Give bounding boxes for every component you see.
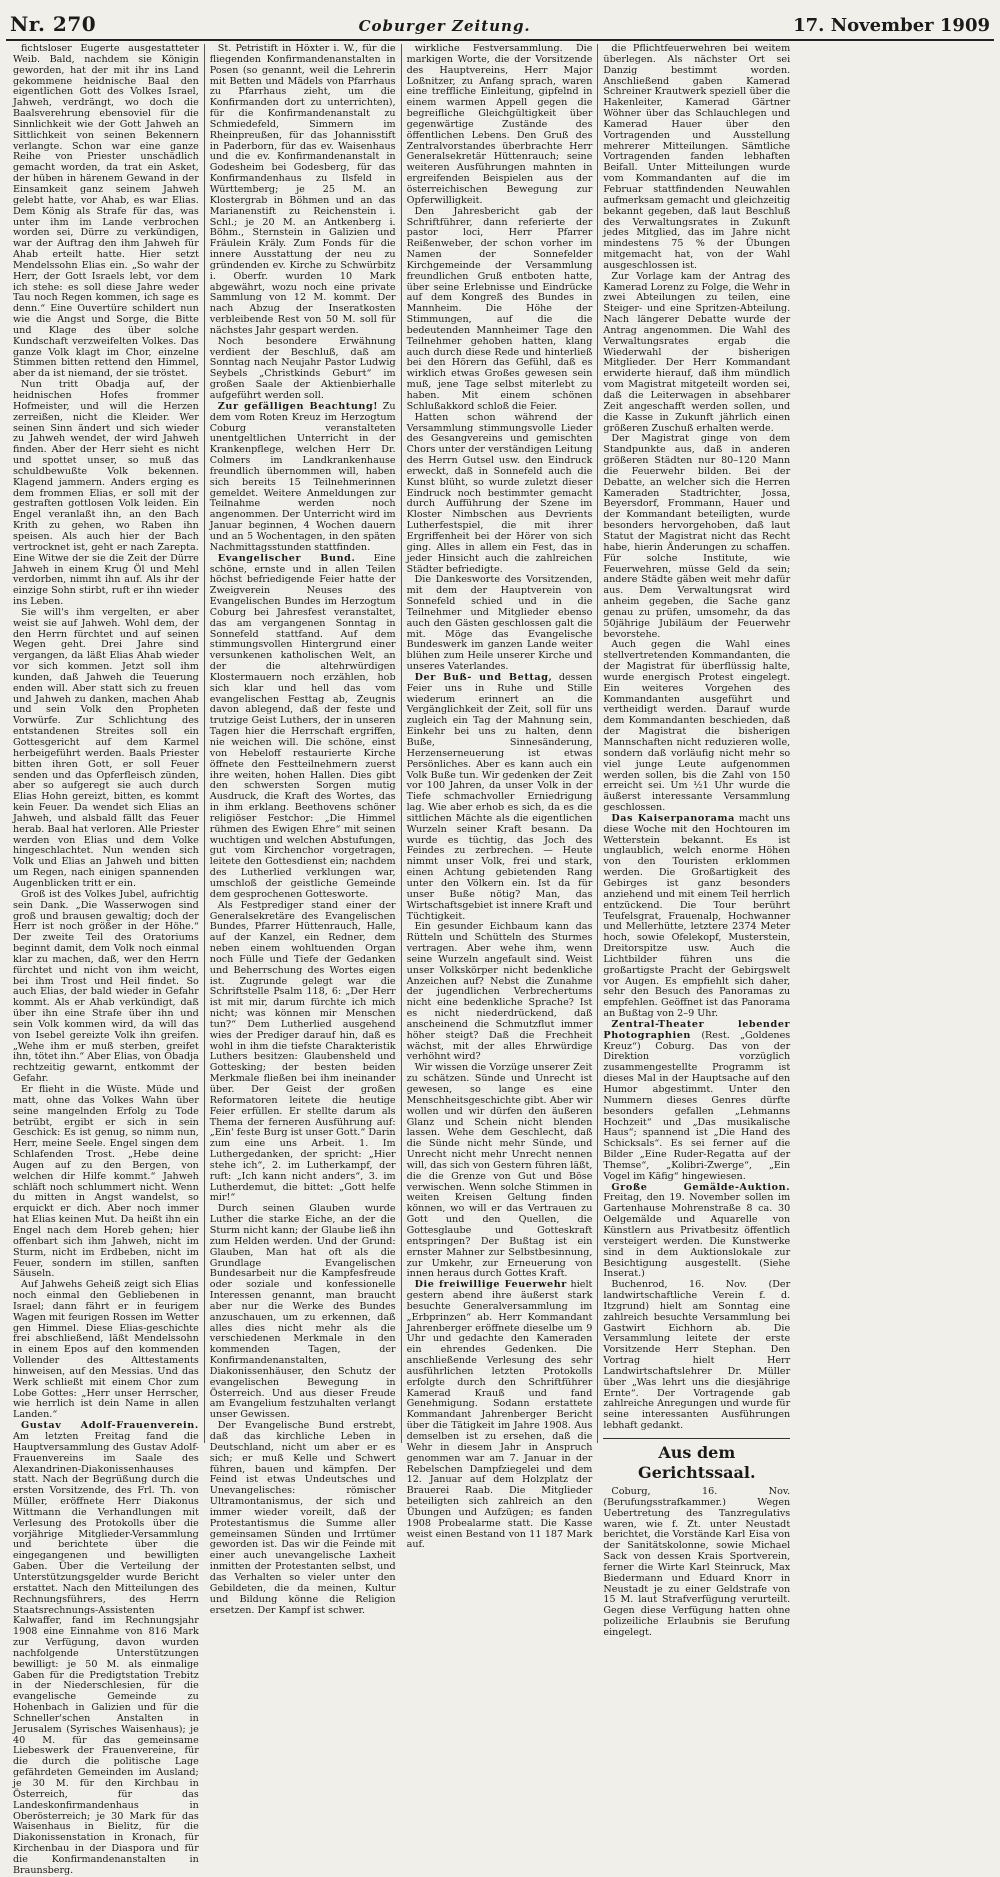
paragraph-text: hielt gestern abend ihre äußerst stark besuchte Generalversammlung im „Erbprinzen“ ab. Herr Kommandant Jahrenberger eröffnete dieselbe um 9 Uhr und gedachte den Kameraden ein ehrendes Gedenken. Die anschließende Verlesung des sehr ausführlichen letzten Protokolls erfolgte durch den Schriftführer Kamerad Krauß und fand Genehmigung. Sodann erstattete Kommandant Jahrenberger Bericht über die Tätigkeit im Jahre 1908. Aus demselben ist zu ersehen, daß die Wehr in diesem Jahr in Anspruch genommen war am 7. Januar in der Rebelschen Dampfziegelei und dem 12. Januar auf dem Holzplatz der Brauerei Raab. Die Mitglieder beteiligten sich zahlreich an den Übungen und Aufzügen; es fanden 1908 Probealarme statt. Die Kasse weist einen Bestand von 11 187 Mark auf.	[406, 1279, 593, 1551]
column-3	[402, 43, 599, 1551]
paragraph-text: Am letzten Freitag fand die Hauptversammlung des Gustav Adolf-Frauenvereins im Saale des Alexandrinen-Diakonissenhauses statt. Nach der Begrüßung durch die ersten Vorsitzende, des Frl. Th. von Müller, eröffnete Herr Diakonus Wittmann die Verhandlungen mit Verlesung des Protokolls über die vorjährige Mitglieder-Versammlung und berichtete über die eingegangenen und bewilligten Gaben. Über die Verteilung der Unterstützungsgelder wurde Bericht erstattet. Nach den Mitteilungen des Rechnungsführers, des Herrn Staatsrechnungs-Assistenten Kalwaffer, fand im Rechnungsjahr 1908 eine Einnahme von 816 Mark zur Verfügung, davon wurden nachfolgende Unterstützungen bewilligt: je 50 M. als einmalige Gaben für die Predigtstation Trebitz in der Niederschlesien, für die evangelische Gemeinde zu Hohenbach in Galizien und für die Schneller'schen Anstalten in Jerusalem (Syrisches Waisenhaus); je 40 M. für das gemeinsame Liebeswerk der Frauenvereine, für die durch die politische Lage gefährdeten Gemeinden im Ausland; je 30 M. für den Kirchbau in Österreich, für das Landeskonfirmandenhaus in Oberösterreich; je 30 Mark für das Waisenhaus in Bielitz, für die Diakonissenstation in Kronach, für Kirchenbau in der Diaspora und für die Konfirmandenanstalten in Braunsberg.	[13, 1431, 199, 1876]
paragraph-text: macht uns diese Woche mit den Hochtouren im Wetterstein bekannt. Es ist unglaublich, welch enorme Höhen von den Touristen erklommen werden. Die Großartigkeit des Gebirges ist ganz besonders anziehend und mit einem Teil herrlich entzückend. Die Tour berührt Teufelsgrat, Frauenalp, Hochwanner und Mellerhütte, letztere 2374 Meter hoch, sowie Ofelekopf, Musterstein, Dreitorspitze usw. Auch die Lichtbilder führen uns die großartigste Pracht der Gebirgswelt vor Augen. Es empfiehlt sich daher, sehr den Besuch des Panoramas zu empfehlen. Geöffnet ist das Panorama an Bußtag von 2–9 Uhr.	[603, 812, 791, 1020]
paragraph: wirkliche Festversammlung. Die markigen Worte, die der Vorsitzende des Hauptvereins, Herr Major Loßnitzer, zu Anfang sprach, waren eine treffliche Einleitung, gipfelnd in einem warmen Appell gegen die begreifliche Gleichgültigkeit über gegenwärtige Zustände des öffentlichen Lebens. Den Gruß des Zentralvorstandes überbrachte Herr Generalsekretär Hüttenrauch; seine weiteren Ausführungen mahnten in ergreifenden Beispielen aus der österreichischen Bewegung zur Opferwilligkeit.	[406, 43, 593, 206]
section-heading: Zentral-Theater lebender Photographien	[603, 1018, 791, 1041]
paragraph: St. Petristift in Höxter i. W., für die fliegenden Konfirmandenanstalten in Posen (so genannt, weil die Lehrerin mit Betten und Mädels von Pfarrhaus zu Pfarrhaus zieht, um die Konfirmanden dort zu unterrichten), für die Konfirmandenanstalt zu Schmiedefeld, Simmern im Rheinpreußen, für das Johannisstift in Paderborn, für das ev. Waisenhaus und die ev. Konfirmandenanstalt in Godesheim bei Godesberg, für das Konfirmandenhaus zu Ilsfeld in Württemberg; je 25 M. an Klostergrab in Böhmen und an das Marianenstift zu Reichenstein i. Schl.; je 20 M. an Antkenberg i. Böhm., Sternstein in Galizien und Fräulein Kräly. Zum Fonds für die innere Ausstattung der neu zu gründenden ev. Kirche zu Schwürbitz i. Oberfr. wurden 10 Mark abgewährt, wozu noch eine private Sammlung von 12 M. kommt. Der nach Abzug der Inseratkosten verbleibende Rest von 50 M. soll für nächstes Jahr gespart werden.	[209, 43, 396, 336]
paragraph: Er flieht in die Wüste. Müde und matt, ohne das Volkes Wahn über seine mangelnden Erfolg zu Tode betrübt, ergibt er sich in sein Geschick: Es ist genug, so nimm nun, Herr, meine Seele. Engel singen dem Schlafenden Trost. „Hebe deine Augen auf zu den Bergen, von welchen dir Hilfe kommt.“ Jahweh schläft noch schlummert nicht. Wenn du mitten in Angst wandelst, so erquickt er dich. Aber noch immer hat Elias keinen Mut. Da heißt ihn ein Engel nach dem Horeb gehen; hier offenbart sich ihm Jahweh, nicht im Sturm, nicht im Erdbeben, nicht im Feuer, sondern im stillen, sanften Säuseln.	[13, 1084, 199, 1280]
column-1	[8, 43, 205, 1876]
paragraph: Auf Jahwehs Geheiß zeigt sich Elias noch einmal den Gebliebenen in Israel; dann fährt er in feurigem Wagen mit feurigen Rossen im Wetter gen Himmel. Diese Elias-geschichte frei abschließend, läßt Mendelssohn in einem Epos auf den kommenden Vollender des Alttestaments hinweisen, auf den Messias. Und das Werk schließt mit einem Chor zum Lobe Gottes: „Herr unser Herrscher, wie herrlich ist dein Name in allen Landen.“	[13, 1279, 199, 1421]
paragraph-text: Eine schöne, ernste und in allen Teilen höchst befriedigende Feier hatte der Zweigverein Neuses des Evangelischen Bundes im Herzogtum Coburg bei Jahresfest veranstaltet, das am vergangenen Sonntag in Sonnefeld stattfand. Auf dem stimmungsvollen Hintergrund einer versunkenen katholischen Welt, an der die altehrwürdigen Klostermauern noch erzählen, hob sich klar und hell das vom evangelischen Festtag ab, Zeugnis davon ablegend, daß der feste und trutzige Geist Luthers, der in unseren Tagen hier die Herrschaft ergriffen, nie weichen will. Die schöne, einst von Hebeloff restaurierte Kirche öffnete den Festteilnehmern zuerst ihre weiten, hohen Hallen. Dies gibt den schwersten Sorgen mutig Ausdruck, die Kraft des Wortes, das in ihm erklang. Beethovens schöner religiöser Festchor: „Die Himmel rühmen des Ewigen Ehre“ mit seinen wuchtigen und welchen Abstufungen, gut vom Kirchenchor vorgetragen, leitete den Gottesdienst ein; nachdem des Lutherlied verklungen war, umschloß der geistliche Gemeinde dem gesprochenen Gottesworte.	[209, 552, 396, 900]
paragraph: die Pflichtfeuerwehren bei weitem überlegen. Als nächster Ort sei Danzig bestimmt worden. Anschließend gaben Kamerad Schreiner Krautwerk speziell über die Hakenleiter, Kamerad Gärtner Wöhner über das Schlauchlegen und Kamerad Hauer über den Vortragenden und Ausstellung mehrerer Mitteilungen. Sämtliche Vortragenden fanden lebhaften Beifall. Unter Mitteilungen wurde vom Kommandanten auf die im Februar stattfindenden Neuwahlen aufmerksam gemacht und gleichzeitig bekannt gegeben, daß laut Beschluß des Verwaltungsrates in Zukunft jedes Mitglied, das im Jahre nicht mindestens 75 % der Übungen mitgemacht hat, von der Wahl ausgeschlossen ist.	[603, 43, 791, 271]
section-paragraph	[603, 814, 790, 1020]
paragraph: Der Magistrat ginge von dem Standpunkte aus, daß in anderen größeren Städten nur 80–120 Mann die Feuerwehr bilden. Bei der Debatte, an welcher sich die Herren Kameraden Stadtrichter, Jossa, Beyersdorf, Frommann, Hauer und der Kommandant beteiligten, wurde besonders hervorgehoben, daß laut Statut der Magistrat nicht das Recht habe, hierin Änderungen zu schaffen. Für solche Institute, wie Feuerwehren, müsse Geld da sein; andere Städte gäben weit mehr dafür aus. Dem Verwaltungsrat wird anheim gegeben, die Sache ganz genau zu prüfen, umsomehr, da das 50jährige Jubiläum der Feuerwehr bevorstehe.	[603, 433, 791, 640]
paragraph: Nun tritt Obadja auf, der heidnischen Hofes frommer Hofmeister, und will die Herzen zerreißen, nicht die Kleider. Wer seinen Sinn ändert und sich wieder zu Jahweh wendet, der wird Jahweh finden. Aber der Herr sieht es nicht und spottet unser, so muß das schuldbewußte Volk bekennen. Klagend jammern. Anders erging es dem frommen Elias, er soll mit der gestraften gottlosen Volk leiden. Ein Engel veranlaßt ihn, an den Bach Krith zu gehen, wo Raben ihn speisen. Als auch hier der Bach vertrocknet ist, geht er nach Zarepta. Eine Witwe der sie die Zeit der Dürre Jahweh in einem Krug Öl und Mehl verdorben, nimmt ihn auf. Als ihr der einzige Sohn stirbt, ruft er ihn wieder ins Leben.	[13, 379, 199, 608]
section-paragraph	[407, 1280, 593, 1551]
article-columns	[8, 43, 992, 1876]
column-4	[598, 43, 795, 1638]
section-paragraph	[603, 1020, 790, 1183]
paragraph: Hatten schon während der Versammlung stimmungsvolle Lieder des Gesangvereins und gemischten Chors unter der verständigen Leitung des Herrn Gutsel usw. den Eindruck erweckt, daß in Sonnefeld auch die Kunst blüht, so wurde zuletzt dieser Eindruck noch bestimmter gemacht durch Aufführung der Szene im Kloster Nimbschen aus Devrients Lutherfestspiel, die mit ihrer Ergriffenheit bei der Hörer von sich ging. Alles in allem ein Fest, das in jeder Hinsicht auch die zahlreichen Städter befriedigte.	[406, 411, 593, 575]
newspaper-title: Coburger Zeitung.	[358, 17, 531, 35]
paragraph-text: Freitag, den 19. November sollen im Gartenhause Mohrenstraße 8 ca. 30 Oelgemälde und Aquarelle von Künstlern aus Privatbesitz öffentlich versteigert werden. Die Kunstwerke sind in dem Auktionslokale zur Besichtigung ausgestellt. (Siehe Inserat.)	[603, 1192, 791, 1280]
paragraph: Als Festprediger stand einer der Generalsekretäre des Evangelischen Bundes, Pfarrer Hüttenrauch, Halle, auf der Kanzel, ein Redner, dem neben einem wohltuenden Organ noch Fülle und Tiefe der Gedanken und Beherrschung des Wortes eigen ist. Zugrunde gelegt war die Schriftstelle Psalm 118, 6: „Der Herr ist mit mir, darum fürchte ich mich nicht; was können mir Menschen tun?“ Dem Lutherlied ausgehend wies der Prediger darauf hin, daß es wohl in ihm die tiefste Charakteristik Luthers besitzen: Glaubensheld und Gottesking; der besten beiden Merkmale fließen bei ihm ineinander über. Der Geist der großen Reformatoren leitete die heutige Feier erfüllen. Er stellte darum als Thema der ferneren Ausführung auf: „Ein' feste Burg ist unser Gott.“ Darin zum eine uns Arbeit. 1. Im Luthergedanken, der spricht: „Hier stehe ich“, 2. im Lutherkampf, der ruft: „Ich kann nicht anders“, 3. im Lutherdemut, die bittet: „Gott helfe mir!“	[209, 899, 396, 1204]
paragraph-text: Zu dem vom Roten Kreuz im Herzogtum Coburg veranstalteten unentgeltlichen Unterricht in der Krankenpflege, welchen Herr Dr. Colmers im Landkrankenhause freundlich übernommen will, haben sich bereits 15 Teilnehmerinnen gemeldet. Weitere Anmeldungen zur Teilnahme werden noch angenommen. Der Unterricht wird im Januar beginnen, 4 Wochen dauern und an 5 Wochentagen, in den späten Nachmittagsstunden stattfinden.	[209, 400, 396, 553]
paragraph: Coburg, 16. Nov. (Berufungsstrafkammer.) Wegen Uebertretung des Tanzregulativs waren, wie f. Zt. unter Neustadt berichtet, die Vorstände Karl Eisa von der Sanitätskolonne, sowie Michael Sack von dessen Krais Sportverein, ferner die Wirte Karl Steinruck, Max Biedermann und Eduard Knorr in Neustadt je zu einer Geldstrafe von 15 M. laut Strafverfügung verurteilt. Gegen diese Verfügung hatten ohne polizeiliche Erlaubnis sie Berufung eingelegt.	[603, 1486, 791, 1638]
paragraph: Die Dankesworte des Vorsitzenden, mit dem der Hauptverein von Sonnefeld schied und in die Teilnehmer und Mitglieder ebenso auch den Gästen geschlossen galt die mit. Möge das Evangelische Bundeswerk im ganzen Lande weiter blühen zum Heile unserer Kirche und unseres Vaterlandes.	[406, 574, 593, 673]
section-heading: Gustav Adolf-Frauenverein.	[21, 1420, 199, 1432]
paragraph: Groß ist des Volkes Jubel, aufrichtig sein Dank. „Die Wasserwogen sind groß und brausen gewaltig; doch der Herr ist noch größer in der Höhe.“ Der zweite Teil des Oratoriums beginnt damit, dem Volk noch einmal klar zu machen, daß, wer den Herrn fürchtet und nicht von ihm weicht, bei ihm Trost und Heil findet. So auch Elias, der bald wieder in Gefahr kommt. Als er Ahab verkündigt, daß über ihn eine Strafe über ihn und sein Volk kommen wird, da will das von Isebel gereizte Volk ihn greifen. „Wehe ihm er muß sterben, greifet ihn, tötet ihn.“ Aber Elias, von Obadja rechtzeitig gewarnt, entkommt der Gefahr.	[13, 888, 199, 1085]
paragraph-text: (Rest. „Goldenes Kreuz“) Coburg. Das von der Direktion vorzüglich zusammengestellte Programm ist dieses Mal in der Hauptsache auf den Humor abgestimmt. Unter den Nummern dieses Genres dürfte besonders gefallen „Lehmanns Hochzeit“ und „Das musikalische Haus“; spannend ist „Die Hand des Schicksals“. Es sei ferner auf die Bilder „Eine Ruder-Regatta auf der Themse“, „Kolibri-Zwerge“, „Ein Vogel im Käfig“ hingewiesen.	[603, 1029, 791, 1182]
paragraph: fichtsloser Eugerte ausgestatteter Weib. Bald, nachdem sie Königin geworden, hat der mit ihr ins Land gekommene heidnische Baal den eigentlichen Gott des Volkes Israel, Jahweh, verdrängt, wo doch die Baalsverehrung ebensoviel für die Sinnlichkeit wie der Gott Jahweh an Sittlichkeit von seinen Bekennern verlangte. Schon war eine ganze Reihe von Priester unschädlich gemacht worden, da trat ein Asket, der hüben in härenem Gewand in der Einsamkeit ganz seinem Jahweh gelebt hatte, vor Ahab, es war Elias. Dem König als Strafe für das, was unter ihm im Lande verbrochen worden sei, Dürre zu verkündigen, war der Auftrag den ihm Jahweh für Ahab erteilt hatte. Hier setzt Mendelssohn Elias ein. „So wahr der Herr, der Gott Israels lebt, vor dem ich stehe: es soll diese Jahre weder Tau noch Regen kommen, ich sage es denn.“ Eine Ouvertüre schildert nun wie die Angst und Sorge, die Bitte und Klage des über solche Kundschaft verzweifelten Volkes. Das ganze Volk klagt im Chor, einzelne Stimmen bitten rettend den Himmel, aber da ist niemand, der sie tröstet.	[13, 43, 199, 380]
section-paragraph	[210, 554, 396, 901]
paragraph: Auch gegen die Wahl eines stellvertretenden Kommandanten, die der Magistrat für überflüssig halte, wurde energisch Protest eingelegt. Ein weiteres Vorgehen des Kommandanten ausgeführt und vertheidigt werden. Darauf wurde dem Kommandanten beschieden, daß der Magistrat die bisherigen Mannschaften nicht reduzieren wolle, sondern daß vorläufig nicht mehr so viel junge Leute aufgenommen werden sollen, bis die Zahl von 150 erreicht sei. Um ½1 Uhr wurde die äußerst interessante Versammlung geschlossen.	[603, 639, 791, 814]
page-header	[10, 12, 990, 36]
paragraph-text: dessen Feier uns in Ruhe und Stille wiederum erinnert an die Vergänglichkeit der Zeit, soll für uns zugleich ein Tag der Mahnung sein, Einkehr bei uns zu halten, denn Buße, Sinnesänderung, Herzenserneuerung ist etwas Persönliches. Aber es kann auch ein Volk Buße tun. Wir gedenken der Zeit vor 100 Jahren, da unser Volk in der Tiefe schmachvoller Erniedrigung lag. Wie aber erhob es sich, da es die sittlichen Mächte als die eigentlichen Wurzeln seiner Kraft besann. Da wurde es tüchtig, das Joch des Feindes zu zerbrechen. — Heute nimmt unser Volk, frei und stark, einen Achtung gebietenden Rang unter den Völkern ein. Ist da für unser Buße nötig? Man, das Wirtschaftsgebiet ist innere Kraft und Tüchtigkeit.	[406, 671, 593, 922]
page-number: Nr. 270	[10, 12, 97, 36]
column-2	[205, 43, 402, 1616]
section-heading: Zur gefälligen Beachtung!	[217, 400, 379, 412]
paragraph: Buchenrod, 16. Nov. (Der landwirtschaftliche Verein f. d. Itzgrund) hielt am Sonntag eine zahlreich besuchte Versammlung bei Gastwirt Eichhorn ab. Die Versammlung leitete der erste Vorsitzende Herr Stephan. Den Vortrag hielt Herr Landwirtschaftslehrer Dr. Müller über „Was lehrt uns die diesjährige Ernte“. Der Vortragende gab zahlreiche Anregungen und wurde für seine interessanten Ausführungen lebhaft gedankt.	[603, 1279, 791, 1432]
section-heading: Evangelischer Bund.	[217, 552, 356, 564]
section-title: Aus dem Gerichtssaal.	[603, 1438, 790, 1483]
paragraph: Der Evangelische Bund erstrebt, daß das kirchliche Leben in Deutschland, nicht um aber er es sich; er muß Kelle und Schwert führen, bauen und kämpfen. Der Feind ist etwas Undeutsches und Unevangelisches: römischer Ultramontanismus, der sich und immer wieder voreilt, daß der Protestantismus die Summe aller gemeinsamen Sünden und Irrtümer geworden ist. Das wir die Feinde mit einer auch unevangelische Laxheit inmitten der Protestanten selbst, und das Verhalten so vieler unter den Gebildeten, die da meinen, Kultur und Bildung könne die Religion ersetzen. Der Kampf ist schwer.	[209, 1420, 396, 1616]
header-rule	[6, 39, 994, 41]
paragraph: Den Jahresbericht gab der Schriftführer, dann referierte der pastor loci, Herr Pfarrer Reißenweber, der schon vorher im Namen der Sonnefelder Kirchgemeinde der Versammlung freundlichen Gruß entboten hatte, über seine Erlebnisse und Eindrücke auf dem Kongreß des Bundes in Mannheim. Die Höhe der Stimmungen, auf die die bedeutenden Mannheimer Tage den Teilnehmer gehoben hatten, klang auch durch diese Rede und hinterließ bei den Hörern das Gefühl, daß es wirklich etwas Großes gewesen sein muß, jene Tage selbst miterlebt zu haben. Mit einem schönen Schlußakkord schloß die Feier.	[406, 205, 593, 412]
section-paragraph	[407, 673, 593, 922]
paragraph: Wir wissen die Vorzüge unserer Zeit zu schätzen. Sünde und Unrecht ist gewesen, so lange es eine Menschheitsgeschichte gibt. Aber wir wollen und wir dürfen den äußeren Glanz und Schein nicht blenden lassen. Wehe dem Geschlecht, daß die Sünde nicht mehr Sünde, und Unrecht nicht mehr Unrecht nennen will, das sich von Gestern führen läßt, die die Grenze von Gut und Böse verwischen. Wenn solche Stimmen in weiten Kreisen Geltung finden können, wo will er das Vertrauen zu Gott und den Quellen, die Gottesglaube und Gotteskraft entspringen? Der Bußtag ist ein ernster Mahner zur Selbstbesinnung, zur Umkehr, zur Erneuerung von innen heraus durch Gottes Kraft.	[406, 1062, 593, 1280]
issue-date: 17. November 1909	[793, 15, 990, 36]
paragraph: Sie will's ihm vergelten, er aber weist sie auf Jahweh. Wohl dem, der den Herrn fürchtet und auf seinen Wegen geht. Drei Jahre sind vergangen, da läßt Elias Ahab wieder vor sich kommen. Jetzt soll ihm kunden, daß Jahweh die Teuerung enden will. Aber statt sich zu freuen und Jahweh zu danken, machen Ahab und sein Volk den Propheten Vorwürfe. Zur Schlichtung des entstandenen Streites soll ein Gottesgericht auf dem Karmel herbeigeführt werden. Baals Priester bitten ihren Gott, er soll Feuer senden und das Opferfleisch zünden, aber so aufgeregt sie auch durch Elias Hohn gereizt, bitten, es kommt kein Feuer. Da wendet sich Elias an Jahweh, und alsbald fällt das Feuer herab. Baal hat verloren. Alle Priester werden von Elias und dem Volke hingeschlachtet. Nun wenden sich Volk und Elias an Jahweh und bitten um Regen, nach einigen spannenden Augenblicken tritt er ein.	[13, 606, 199, 889]
paragraph: Ein gesunder Eichbaum kann das Rütteln und Schütteln des Sturmes vertragen. Aber wehe ihm, wenn seine Wurzeln angefault sind. Weist unser Volkskörper nicht bedenkliche Anzeichen auf? Nebst die Zunahme der jugendlichen Verbrechertums nicht eine bedenkliche Sprache? Ist es nicht niederdrückend, daß anscheinend die Schmutzflut immer höher steigt? Daß die Frechheit wächst, mit der alles Ehrwürdige verhöhnt wird?	[406, 921, 593, 1063]
section-heading: Der Buß- und Bettag,	[414, 671, 553, 683]
paragraph: Durch seinen Glauben wurde Luther die starke Eiche, an der die Sturm nicht kann; der Glaube ließ ihn zum Helden werden. Und der Grund: Glauben, Man hat oft als die Grundlage Evangelischen Bundesarbeit nur die Kampfesfreude oder soziale und konfessionelle Interessen genannt, man braucht aber nur die Werke des Bundes anzuschauen, um zu erkennen, daß alles dies nicht mehr als die verschiedenen Merkmale in den kommenden Tagen, der Konfirmandenanstalten, Diakonissenhäuser, den Schutz der evangelischen Bewegung in Österreich. Und aus dieser Freude am Evangelium festzuhalten verlangt unser Gewissen.	[209, 1203, 396, 1421]
section-heading: Die freiwillige Feuerwehr	[414, 1279, 567, 1291]
paragraph: Zur Vorlage kam der Antrag des Kamerad Lorenz zu Folge, die Wehr in zwei Abteilungen zu teilen, eine Steiger- und eine Spritzen-Abteilung. Nach längerer Debatte wurde der Antrag angenommen. Die Wahl des Verwaltungsrates ergab die Wiederwahl der bisherigen Mitglieder. Der Herr Kommandant erwiderte hierauf, daß ihm mündlich vom Magistrat mitgeteilt worden sei, daß die Leiterwagen in absehbarer Zeit angeschafft werden sollen, und die Kasse in Zukunft jährlich einen größeren Zuschuß erhalten werde.	[603, 270, 791, 434]
paragraph: Noch besondere Erwähnung verdient der Beschluß, daß am Sonntag nach Neujahr Pastor Ludwig Seybels „Christkinds Geburt“ im großen Saale der Aktienbierhalle aufgeführt werden soll.	[209, 335, 396, 401]
section-heading: Große Gemälde-Auktion.	[611, 1181, 791, 1193]
section-paragraph	[13, 1421, 199, 1876]
section-heading: Das Kaiserpanorama	[611, 812, 735, 824]
section-paragraph	[210, 402, 396, 554]
section-paragraph	[603, 1183, 790, 1281]
